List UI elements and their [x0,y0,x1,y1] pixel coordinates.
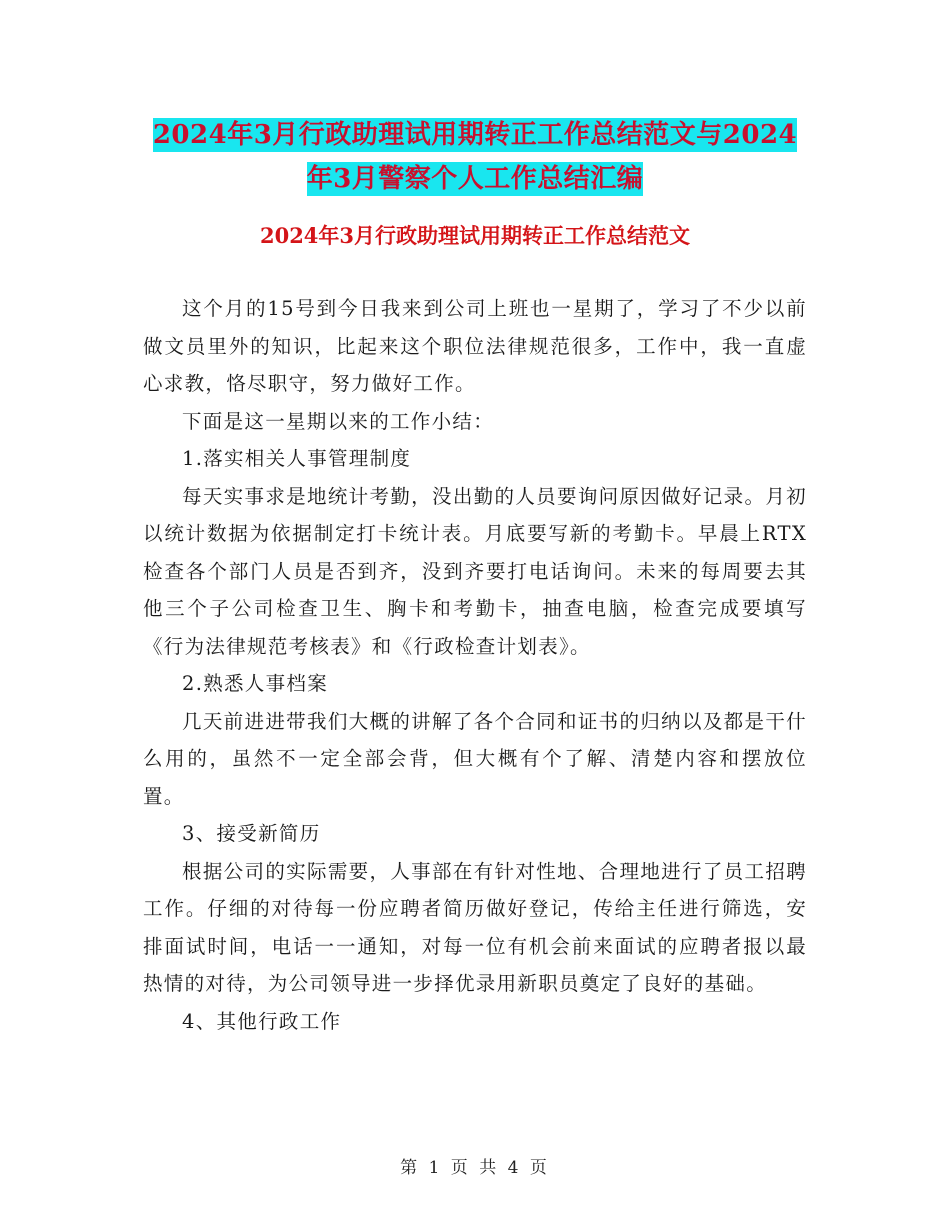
heading-item-2: 2.熟悉人事档案 [182,672,329,695]
document-body [143,290,807,1040]
paragraph-item-1: 每天实事求是地统计考勤，没出勤的人员要询问原因做好记录。月初以统计数据为依据制定打卡统计表。月底要写新的考勤卡。早晨上RTX检查各个部门人员是否到齐，没到齐要打电话询问。未来的每周要去其他三个子公司检查卫生、胸卡和考勤卡，抽查电脑，检查完成要填写《行为法律规范考核表》和《行政检查计划表》。 [143,484,807,658]
page-footer: 第 1 页 共 4 页 [400,1158,550,1178]
section-title: 2024年3月行政助理试用期转正工作总结范文 [259,223,691,248]
paragraph-item-3: 根据公司的实际需要，人事部在有针对性地、合理地进行了员工招聘工作。仔细的对待每一份应聘者简历做好登记，传给主任进行筛选，安排面试时间，电话一一通知，对每一位有机会前来面试的应聘者报以最热情的对待，为公司领导进一步择优录用新职员奠定了良好的基础。 [143,859,807,995]
heading-item-4: 4、其他行政工作 [182,1009,342,1033]
paragraph-summary-lead: 下面是这一星期以来的工作小结： [182,409,495,433]
heading-item-1: 1.落实相关人事管理制度 [182,447,412,470]
paragraph-intro: 这个月的15号到今日我来到公司上班也一星期了，学习了不少以前做文员里外的知识，比起来这个职位法律规范很多，工作中，我一直虚心求教，恪尽职守，努力做好工作。 [143,297,807,395]
document-title [140,113,810,201]
document-title-text: 2024年3月行政助理试用期转正工作总结范文与2024年3月警察个人工作总结汇编 [152,120,798,194]
heading-item-3: 3、接受新简历 [182,822,321,845]
paragraph-item-2: 几天前进进带我们大概的讲解了各个合同和证书的归纳以及都是干什么用的，虽然不一定全部会背，但大概有个了解、清楚内容和摆放位置。 [143,709,807,808]
